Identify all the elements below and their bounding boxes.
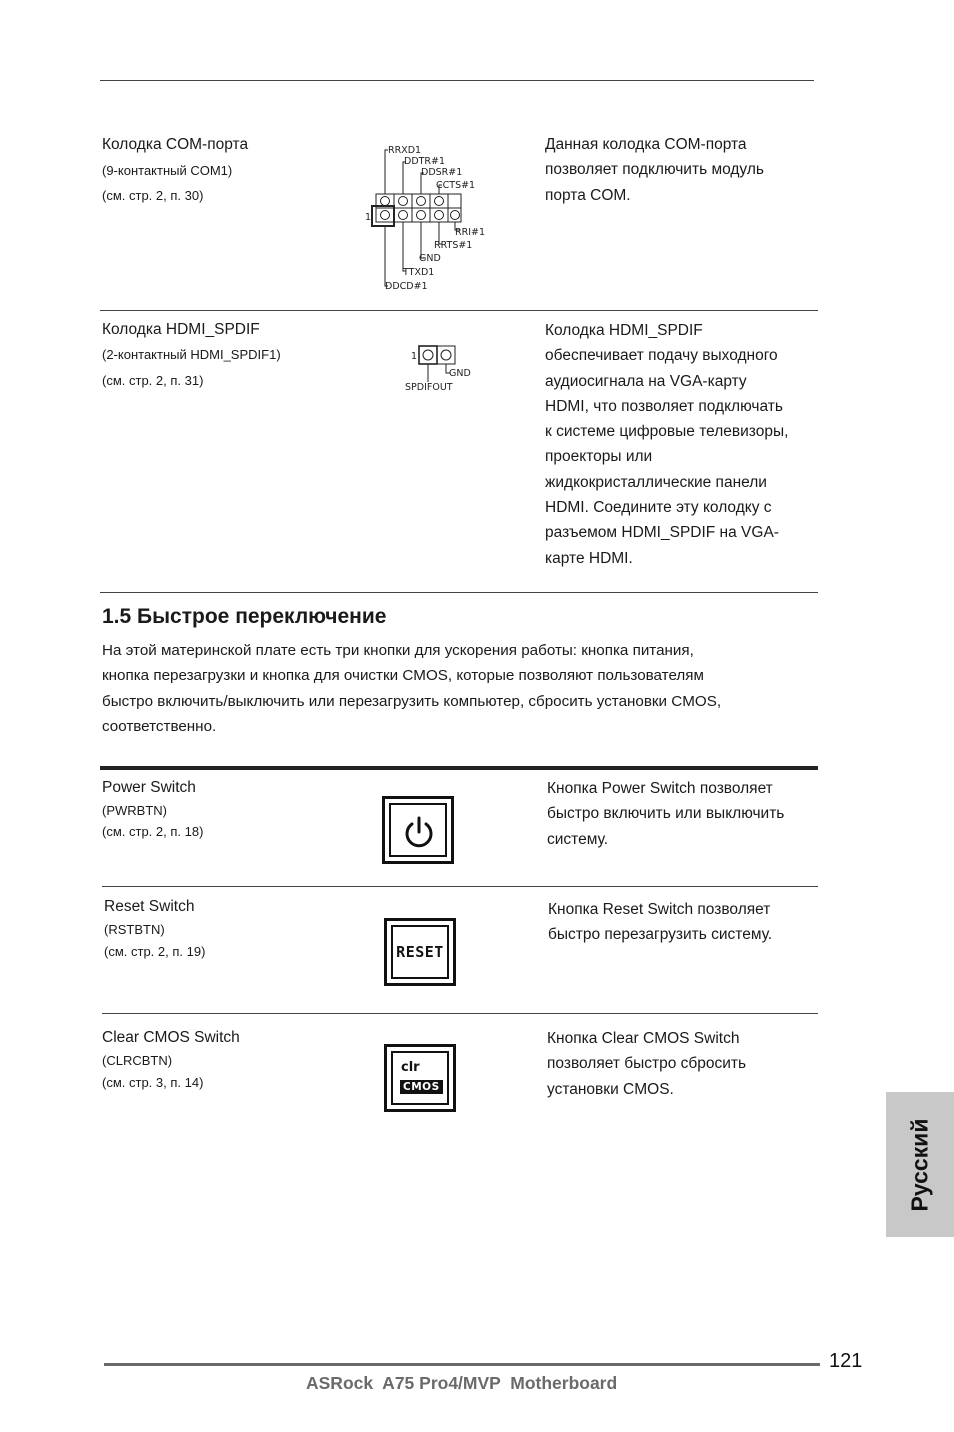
clrcmos-desc-line: Кнопка Clear CMOS Switch (547, 1030, 740, 1047)
language-tab (886, 1092, 954, 1237)
reset-switch-name: Reset Switch (104, 898, 195, 915)
intro-line: кнопка перезагрузки и кнопка для очистки CMOS, которые позволяют пользователям (102, 667, 704, 685)
com-pin-ccts1: CCTS#1 (436, 180, 476, 191)
section-intro (102, 638, 822, 739)
table-top-rule (100, 766, 818, 770)
com-pin-rrts1: RRTS#1 (434, 240, 473, 251)
spdif-desc-line: HDMI, что позволяет подключать (545, 397, 783, 415)
spdif-desc-line: HDMI. Соедините эту колодку с (545, 499, 772, 517)
spdif-description (545, 318, 815, 571)
com-pin-rri1: RRI#1 (455, 227, 486, 238)
com-header-ref: (см. стр. 2, п. 30) (102, 188, 204, 203)
spdif-desc-line: разъемом HDMI_SPDIF на VGA- (545, 524, 779, 542)
spdif-header-pins: (2-контактный HDMI_SPDIF1) (102, 347, 281, 362)
intro-line: На этой материнской плате есть три кнопки для ускорения работы: кнопка питания, (102, 642, 694, 659)
spdif-pinout-diagram (402, 342, 472, 394)
power-icon (391, 805, 449, 859)
com-header-pins: (9-контактный COM1) (102, 163, 233, 178)
com-pin-rrxd1: RRXD1 (388, 145, 422, 156)
power-desc-line: быстро включить или выключить (547, 805, 785, 823)
clrcmos-button-image (384, 1044, 456, 1112)
section-heading: 1.5 Быстрое переключение (102, 605, 387, 628)
top-rule (100, 80, 814, 81)
reset-switch-ref: (см. стр. 2, п. 19) (104, 944, 206, 959)
reset-switch-id: (RSTBTN) (104, 922, 165, 937)
spdif-pin-out: SPDIFOUT (405, 382, 453, 393)
reset-description (548, 897, 818, 948)
com-desc-line: порта COM. (545, 186, 631, 204)
spdif-desc-line: аудиосигнала на VGA-карту (545, 372, 747, 390)
intro-line: соответственно. (102, 717, 217, 735)
spdif-desc-line: обеспечивает подачу выходного (545, 347, 778, 365)
com-pin-gnd: GND (419, 253, 441, 264)
footer-rule (104, 1363, 820, 1366)
clrcmos-description (547, 1026, 817, 1102)
com-pin1-marker: 1 (365, 212, 372, 223)
divider (102, 886, 818, 887)
divider (100, 310, 818, 311)
clrcmos-switch-ref: (см. стр. 3, п. 14) (102, 1075, 204, 1090)
divider (100, 592, 818, 593)
clrcmos-desc-line: установки CMOS. (547, 1080, 674, 1098)
spdif-header-ref: (см. стр. 2, п. 31) (102, 373, 204, 388)
intro-line: быстро включить/выключить или перезагрузить компьютер, сбросить установки CMOS, (102, 692, 722, 710)
com-pin-ddcd1: DDCD#1 (385, 281, 428, 292)
spdif-desc-line: карте HDMI. (545, 549, 633, 567)
clrcmos-switch-name: Clear CMOS Switch (102, 1029, 240, 1046)
reset-desc-line: Кнопка Reset Switch позволяет (548, 901, 771, 918)
reset-desc-line: быстро перезагрузить систему. (548, 926, 773, 944)
clrcmos-desc-line: позволяет быстро сбросить (547, 1055, 747, 1073)
reset-button-image (384, 918, 456, 986)
com-pin-ddtr1: DDTR#1 (404, 156, 446, 167)
language-tab-label: Русский (906, 1118, 933, 1211)
spdif-pin1-marker: 1 (411, 351, 418, 362)
spdif-header-name: Колодка HDMI_SPDIF (102, 321, 260, 338)
com-description (545, 132, 815, 208)
spdif-desc-line: к системе цифровые телевизоры, (545, 423, 789, 441)
reset-button-label: RESET (396, 943, 444, 961)
com-pin-ttxd1: TTXD1 (403, 267, 435, 278)
spdif-desc-line: проекторы или (545, 448, 653, 466)
spdif-desc-line: жидкокристаллические панели (545, 473, 767, 491)
power-switch-ref: (см. стр. 2, п. 18) (102, 824, 204, 839)
clrcmos-switch-id: (CLRCBTN) (102, 1053, 173, 1068)
com-desc-line: Данная колодка COM-порта (545, 136, 747, 153)
clrcmos-label-bottom: CMOS (400, 1080, 443, 1094)
page-number: 121 (829, 1350, 863, 1372)
com-desc-line: позволяет подключить модуль (545, 161, 764, 179)
power-description (547, 776, 817, 852)
com-pinout-diagram (364, 140, 489, 295)
divider (102, 1013, 818, 1014)
spdif-pin-gnd: GND (449, 368, 471, 379)
clrcmos-label-top: clr (401, 1060, 420, 1075)
power-button-image (382, 796, 454, 864)
power-desc-line: систему. (547, 830, 609, 848)
spdif-desc-line: Колодка HDMI_SPDIF (545, 322, 703, 339)
power-switch-name: Power Switch (102, 779, 196, 796)
power-desc-line: Кнопка Power Switch позволяет (547, 780, 773, 797)
power-switch-id: (PWRBTN) (102, 803, 167, 818)
com-header-name: Колодка COM-порта (102, 136, 249, 153)
footer-model: ASRock A75 Pro4/MVP Motherboard (306, 1373, 618, 1393)
com-pin-ddsr1: DDSR#1 (421, 167, 463, 178)
